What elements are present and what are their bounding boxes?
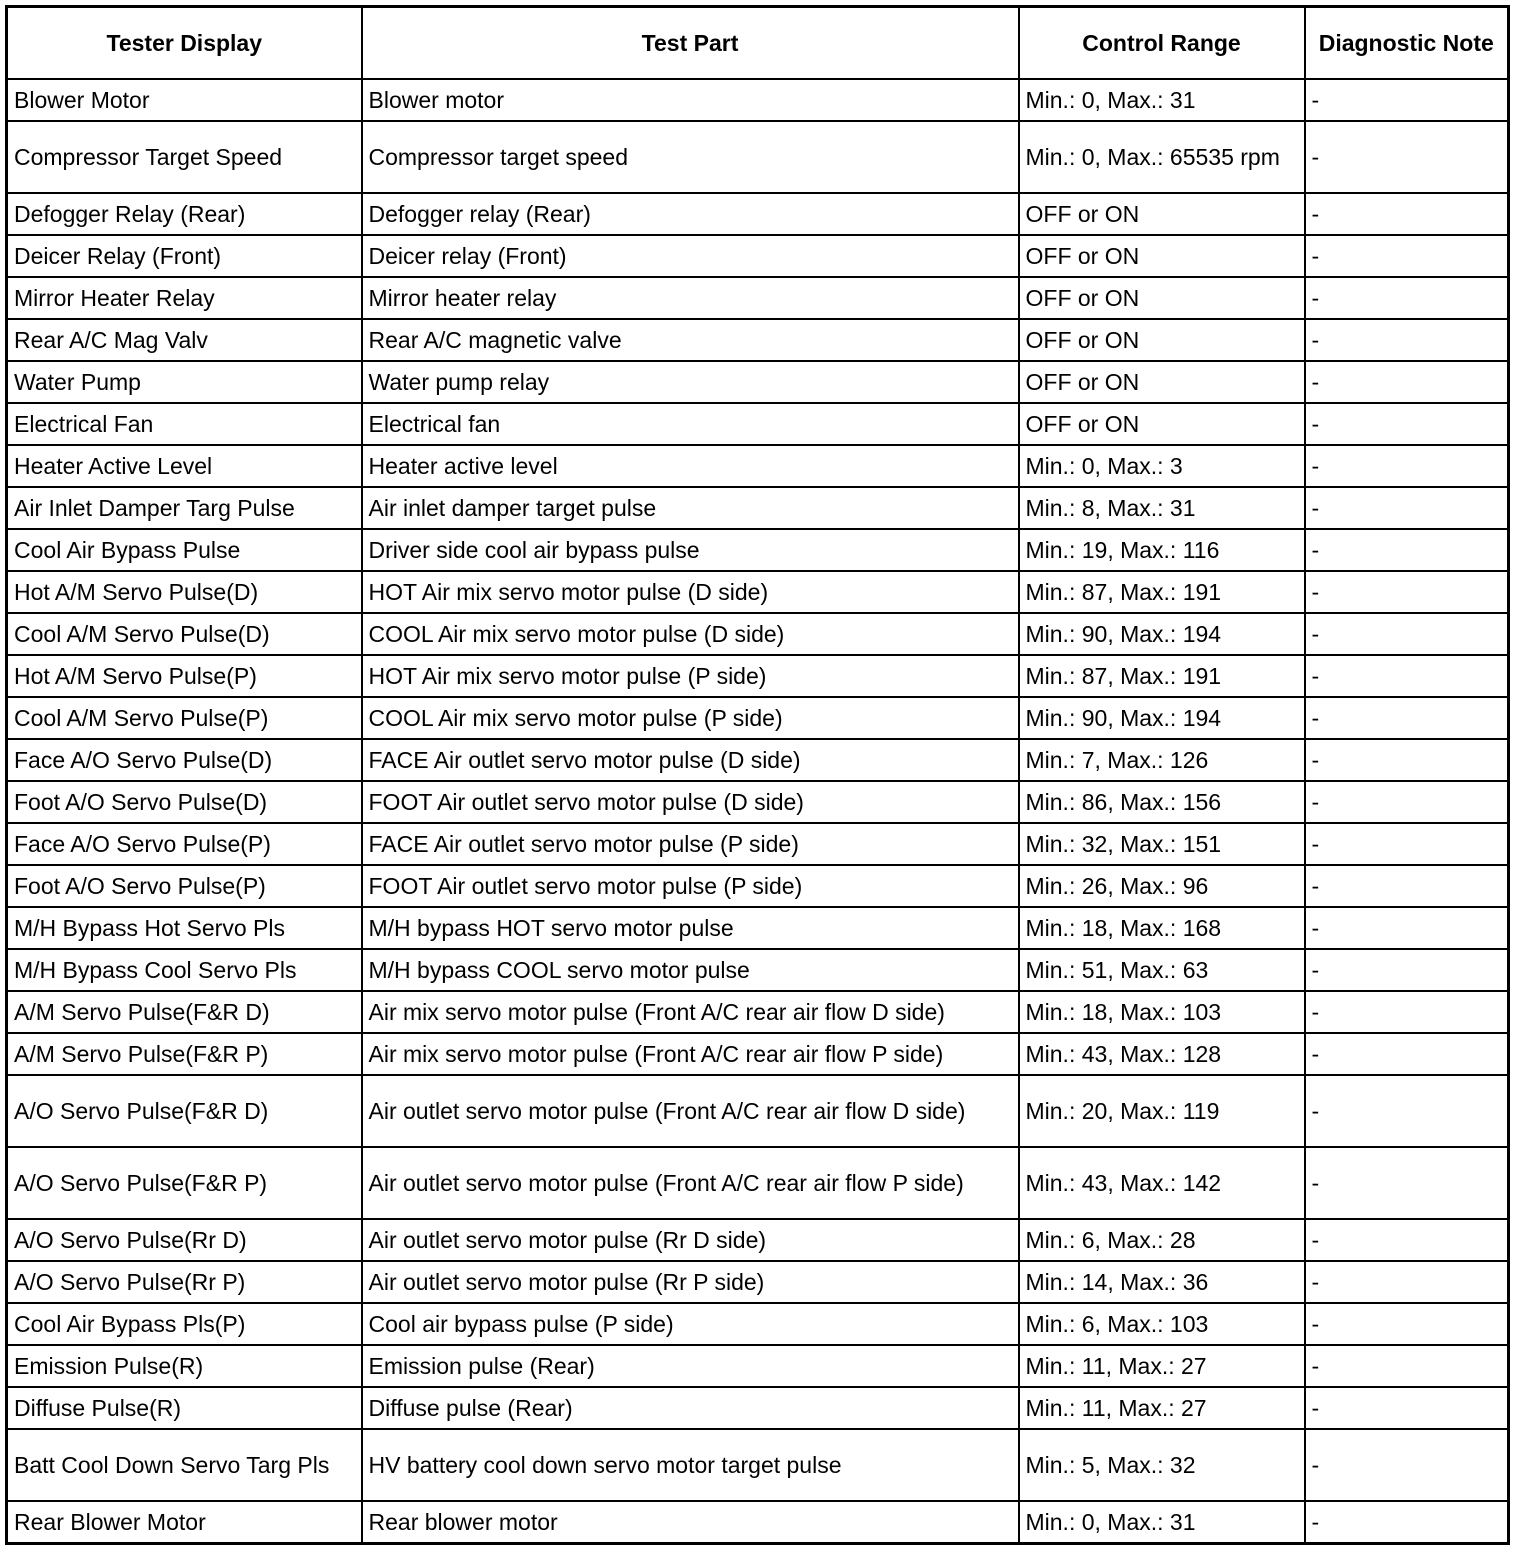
control-range-cell: Min.: 11, Max.: 27 bbox=[1019, 1345, 1305, 1387]
diagnostic-note-cell: - bbox=[1305, 1147, 1509, 1219]
test-part-cell: Air mix servo motor pulse (Front A/C rear air flow D side) bbox=[362, 991, 1019, 1033]
test-part-cell: Cool air bypass pulse (P side) bbox=[362, 1303, 1019, 1345]
test-part-cell: Heater active level bbox=[362, 445, 1019, 487]
test-part-cell: COOL Air mix servo motor pulse (D side) bbox=[362, 613, 1019, 655]
test-part-cell: Air outlet servo motor pulse (Rr P side) bbox=[362, 1261, 1019, 1303]
test-part-cell: Air mix servo motor pulse (Front A/C rear air flow P side) bbox=[362, 1033, 1019, 1075]
table-row bbox=[7, 781, 1509, 823]
table-row bbox=[7, 487, 1509, 529]
test-part-cell: M/H bypass COOL servo motor pulse bbox=[362, 949, 1019, 991]
test-part-cell: FACE Air outlet servo motor pulse (D side) bbox=[362, 739, 1019, 781]
diagnostic-note-cell: - bbox=[1305, 1219, 1509, 1261]
tester-display-cell: Air Inlet Damper Targ Pulse bbox=[7, 487, 362, 529]
test-part-cell: FOOT Air outlet servo motor pulse (P side) bbox=[362, 865, 1019, 907]
table-row bbox=[7, 1075, 1509, 1147]
diagnostic-note-cell: - bbox=[1305, 823, 1509, 865]
tester-data-table bbox=[5, 5, 1510, 1545]
tester-display-cell: Defogger Relay (Rear) bbox=[7, 193, 362, 235]
diagnostic-note-cell: - bbox=[1305, 361, 1509, 403]
control-range-cell: Min.: 87, Max.: 191 bbox=[1019, 655, 1305, 697]
diagnostic-note-cell: - bbox=[1305, 781, 1509, 823]
tester-display-cell: Mirror Heater Relay bbox=[7, 277, 362, 319]
diagnostic-note-cell: - bbox=[1305, 193, 1509, 235]
test-part-cell: HOT Air mix servo motor pulse (D side) bbox=[362, 571, 1019, 613]
test-part-cell: Air outlet servo motor pulse (Rr D side) bbox=[362, 1219, 1019, 1261]
test-part-cell: Diffuse pulse (Rear) bbox=[362, 1387, 1019, 1429]
diagnostic-note-cell: - bbox=[1305, 907, 1509, 949]
test-part-cell: HOT Air mix servo motor pulse (P side) bbox=[362, 655, 1019, 697]
test-part-cell: Compressor target speed bbox=[362, 121, 1019, 193]
control-range-cell: Min.: 18, Max.: 168 bbox=[1019, 907, 1305, 949]
test-part-cell: Air outlet servo motor pulse (Front A/C rear air flow D side) bbox=[362, 1075, 1019, 1147]
diagnostic-note-cell: - bbox=[1305, 277, 1509, 319]
tester-display-cell: A/O Servo Pulse(Rr D) bbox=[7, 1219, 362, 1261]
tester-display-cell: A/O Servo Pulse(Rr P) bbox=[7, 1261, 362, 1303]
tester-display-cell: A/O Servo Pulse(F&R P) bbox=[7, 1147, 362, 1219]
tester-display-cell: Deicer Relay (Front) bbox=[7, 235, 362, 277]
control-range-cell: Min.: 5, Max.: 32 bbox=[1019, 1429, 1305, 1501]
diagnostic-note-cell: - bbox=[1305, 121, 1509, 193]
control-range-cell: Min.: 6, Max.: 103 bbox=[1019, 1303, 1305, 1345]
control-range-cell: Min.: 86, Max.: 156 bbox=[1019, 781, 1305, 823]
tester-display-cell: Diffuse Pulse(R) bbox=[7, 1387, 362, 1429]
diagnostic-note-cell: - bbox=[1305, 529, 1509, 571]
control-range-cell: Min.: 26, Max.: 96 bbox=[1019, 865, 1305, 907]
table-row bbox=[7, 1345, 1509, 1387]
table-row bbox=[7, 613, 1509, 655]
diagnostic-note-cell: - bbox=[1305, 865, 1509, 907]
diagnostic-note-cell: - bbox=[1305, 1429, 1509, 1501]
table-row bbox=[7, 1261, 1509, 1303]
tester-display-cell: M/H Bypass Cool Servo Pls bbox=[7, 949, 362, 991]
test-part-cell: FOOT Air outlet servo motor pulse (D side) bbox=[362, 781, 1019, 823]
table-row bbox=[7, 403, 1509, 445]
test-part-cell: Electrical fan bbox=[362, 403, 1019, 445]
tester-display-cell: Water Pump bbox=[7, 361, 362, 403]
control-range-cell: OFF or ON bbox=[1019, 235, 1305, 277]
tester-display-cell: Cool A/M Servo Pulse(P) bbox=[7, 697, 362, 739]
control-range-cell: Min.: 8, Max.: 31 bbox=[1019, 487, 1305, 529]
table-row bbox=[7, 1219, 1509, 1261]
diagnostic-note-cell: - bbox=[1305, 697, 1509, 739]
control-range-cell: Min.: 14, Max.: 36 bbox=[1019, 1261, 1305, 1303]
diagnostic-note-cell: - bbox=[1305, 1501, 1509, 1544]
tester-display-cell: Hot A/M Servo Pulse(D) bbox=[7, 571, 362, 613]
control-range-cell: Min.: 7, Max.: 126 bbox=[1019, 739, 1305, 781]
table-row bbox=[7, 361, 1509, 403]
table-row bbox=[7, 823, 1509, 865]
table-row bbox=[7, 865, 1509, 907]
diagnostic-note-cell: - bbox=[1305, 403, 1509, 445]
tester-display-cell: Rear Blower Motor bbox=[7, 1501, 362, 1544]
tester-display-cell: Foot A/O Servo Pulse(P) bbox=[7, 865, 362, 907]
table-row bbox=[7, 697, 1509, 739]
control-range-cell: Min.: 0, Max.: 65535 rpm bbox=[1019, 121, 1305, 193]
tester-display-cell: Face A/O Servo Pulse(D) bbox=[7, 739, 362, 781]
test-part-cell: M/H bypass HOT servo motor pulse bbox=[362, 907, 1019, 949]
test-part-cell: COOL Air mix servo motor pulse (P side) bbox=[362, 697, 1019, 739]
diagnostic-note-cell: - bbox=[1305, 655, 1509, 697]
tester-display-cell: Face A/O Servo Pulse(P) bbox=[7, 823, 362, 865]
control-range-cell: Min.: 43, Max.: 142 bbox=[1019, 1147, 1305, 1219]
table-row bbox=[7, 1147, 1509, 1219]
header-test-part: Test Part bbox=[362, 7, 1019, 80]
header-tester-display: Tester Display bbox=[7, 7, 362, 80]
diagnostic-note-cell: - bbox=[1305, 1075, 1509, 1147]
table-row bbox=[7, 79, 1509, 121]
tester-display-cell: Batt Cool Down Servo Targ Pls bbox=[7, 1429, 362, 1501]
control-range-cell: Min.: 32, Max.: 151 bbox=[1019, 823, 1305, 865]
control-range-cell: OFF or ON bbox=[1019, 361, 1305, 403]
control-range-cell: Min.: 0, Max.: 31 bbox=[1019, 1501, 1305, 1544]
test-part-cell: Emission pulse (Rear) bbox=[362, 1345, 1019, 1387]
tester-display-cell: Compressor Target Speed bbox=[7, 121, 362, 193]
diagnostic-note-cell: - bbox=[1305, 487, 1509, 529]
diagnostic-note-cell: - bbox=[1305, 571, 1509, 613]
table-row bbox=[7, 235, 1509, 277]
test-part-cell: Rear blower motor bbox=[362, 1501, 1019, 1544]
control-range-cell: OFF or ON bbox=[1019, 403, 1305, 445]
test-part-cell: Water pump relay bbox=[362, 361, 1019, 403]
control-range-cell: Min.: 90, Max.: 194 bbox=[1019, 697, 1305, 739]
diagnostic-note-cell: - bbox=[1305, 739, 1509, 781]
table-row bbox=[7, 991, 1509, 1033]
test-part-cell: Blower motor bbox=[362, 79, 1019, 121]
table-row bbox=[7, 529, 1509, 571]
tester-display-cell: Heater Active Level bbox=[7, 445, 362, 487]
table-row bbox=[7, 571, 1509, 613]
tester-display-cell: Rear A/C Mag Valv bbox=[7, 319, 362, 361]
test-part-cell: Rear A/C magnetic valve bbox=[362, 319, 1019, 361]
test-part-cell: Deicer relay (Front) bbox=[362, 235, 1019, 277]
table-row bbox=[7, 655, 1509, 697]
diagnostic-note-cell: - bbox=[1305, 319, 1509, 361]
tester-display-cell: Foot A/O Servo Pulse(D) bbox=[7, 781, 362, 823]
table-row bbox=[7, 193, 1509, 235]
tester-display-cell: Cool Air Bypass Pls(P) bbox=[7, 1303, 362, 1345]
tester-display-cell: M/H Bypass Hot Servo Pls bbox=[7, 907, 362, 949]
tester-display-cell: Cool Air Bypass Pulse bbox=[7, 529, 362, 571]
test-part-cell: FACE Air outlet servo motor pulse (P side) bbox=[362, 823, 1019, 865]
control-range-cell: Min.: 11, Max.: 27 bbox=[1019, 1387, 1305, 1429]
diagnostic-note-cell: - bbox=[1305, 1303, 1509, 1345]
test-part-cell: Air outlet servo motor pulse (Front A/C rear air flow P side) bbox=[362, 1147, 1019, 1219]
tester-display-cell: Cool A/M Servo Pulse(D) bbox=[7, 613, 362, 655]
header-control-range: Control Range bbox=[1019, 7, 1305, 80]
tester-display-cell: A/M Servo Pulse(F&R D) bbox=[7, 991, 362, 1033]
diagnostic-note-cell: - bbox=[1305, 1387, 1509, 1429]
diagnostic-note-cell: - bbox=[1305, 235, 1509, 277]
table-row bbox=[7, 1387, 1509, 1429]
control-range-cell: OFF or ON bbox=[1019, 319, 1305, 361]
tester-display-cell: Electrical Fan bbox=[7, 403, 362, 445]
diagnostic-note-cell: - bbox=[1305, 1261, 1509, 1303]
diagnostic-note-cell: - bbox=[1305, 1033, 1509, 1075]
control-range-cell: Min.: 0, Max.: 3 bbox=[1019, 445, 1305, 487]
test-part-cell: HV battery cool down servo motor target pulse bbox=[362, 1429, 1019, 1501]
test-part-cell: Defogger relay (Rear) bbox=[362, 193, 1019, 235]
control-range-cell: Min.: 18, Max.: 103 bbox=[1019, 991, 1305, 1033]
table-row bbox=[7, 1501, 1509, 1544]
diagnostic-note-cell: - bbox=[1305, 613, 1509, 655]
diagnostic-note-cell: - bbox=[1305, 79, 1509, 121]
diagnostic-note-cell: - bbox=[1305, 445, 1509, 487]
control-range-cell: OFF or ON bbox=[1019, 277, 1305, 319]
control-range-cell: OFF or ON bbox=[1019, 193, 1305, 235]
table-row bbox=[7, 277, 1509, 319]
control-range-cell: Min.: 87, Max.: 191 bbox=[1019, 571, 1305, 613]
tester-display-cell: A/O Servo Pulse(F&R D) bbox=[7, 1075, 362, 1147]
table-row bbox=[7, 907, 1509, 949]
control-range-cell: Min.: 90, Max.: 194 bbox=[1019, 613, 1305, 655]
table-row bbox=[7, 1303, 1509, 1345]
control-range-cell: Min.: 51, Max.: 63 bbox=[1019, 949, 1305, 991]
tester-display-cell: Emission Pulse(R) bbox=[7, 1345, 362, 1387]
table-row bbox=[7, 121, 1509, 193]
test-part-cell: Air inlet damper target pulse bbox=[362, 487, 1019, 529]
diagnostic-note-cell: - bbox=[1305, 1345, 1509, 1387]
table-container bbox=[5, 5, 1510, 1545]
table-row bbox=[7, 739, 1509, 781]
header-diagnostic-note: Diagnostic Note bbox=[1305, 7, 1509, 80]
control-range-cell: Min.: 20, Max.: 119 bbox=[1019, 1075, 1305, 1147]
control-range-cell: Min.: 0, Max.: 31 bbox=[1019, 79, 1305, 121]
test-part-cell: Mirror heater relay bbox=[362, 277, 1019, 319]
control-range-cell: Min.: 19, Max.: 116 bbox=[1019, 529, 1305, 571]
table-header-row bbox=[7, 7, 1509, 80]
test-part-cell: Driver side cool air bypass pulse bbox=[362, 529, 1019, 571]
table-row bbox=[7, 1033, 1509, 1075]
tester-display-cell: A/M Servo Pulse(F&R P) bbox=[7, 1033, 362, 1075]
table-body bbox=[7, 79, 1509, 1544]
tester-display-cell: Blower Motor bbox=[7, 79, 362, 121]
control-range-cell: Min.: 6, Max.: 28 bbox=[1019, 1219, 1305, 1261]
table-row bbox=[7, 445, 1509, 487]
tester-display-cell: Hot A/M Servo Pulse(P) bbox=[7, 655, 362, 697]
diagnostic-note-cell: - bbox=[1305, 949, 1509, 991]
diagnostic-note-cell: - bbox=[1305, 991, 1509, 1033]
control-range-cell: Min.: 43, Max.: 128 bbox=[1019, 1033, 1305, 1075]
table-row bbox=[7, 949, 1509, 991]
table-row bbox=[7, 1429, 1509, 1501]
table-row bbox=[7, 319, 1509, 361]
